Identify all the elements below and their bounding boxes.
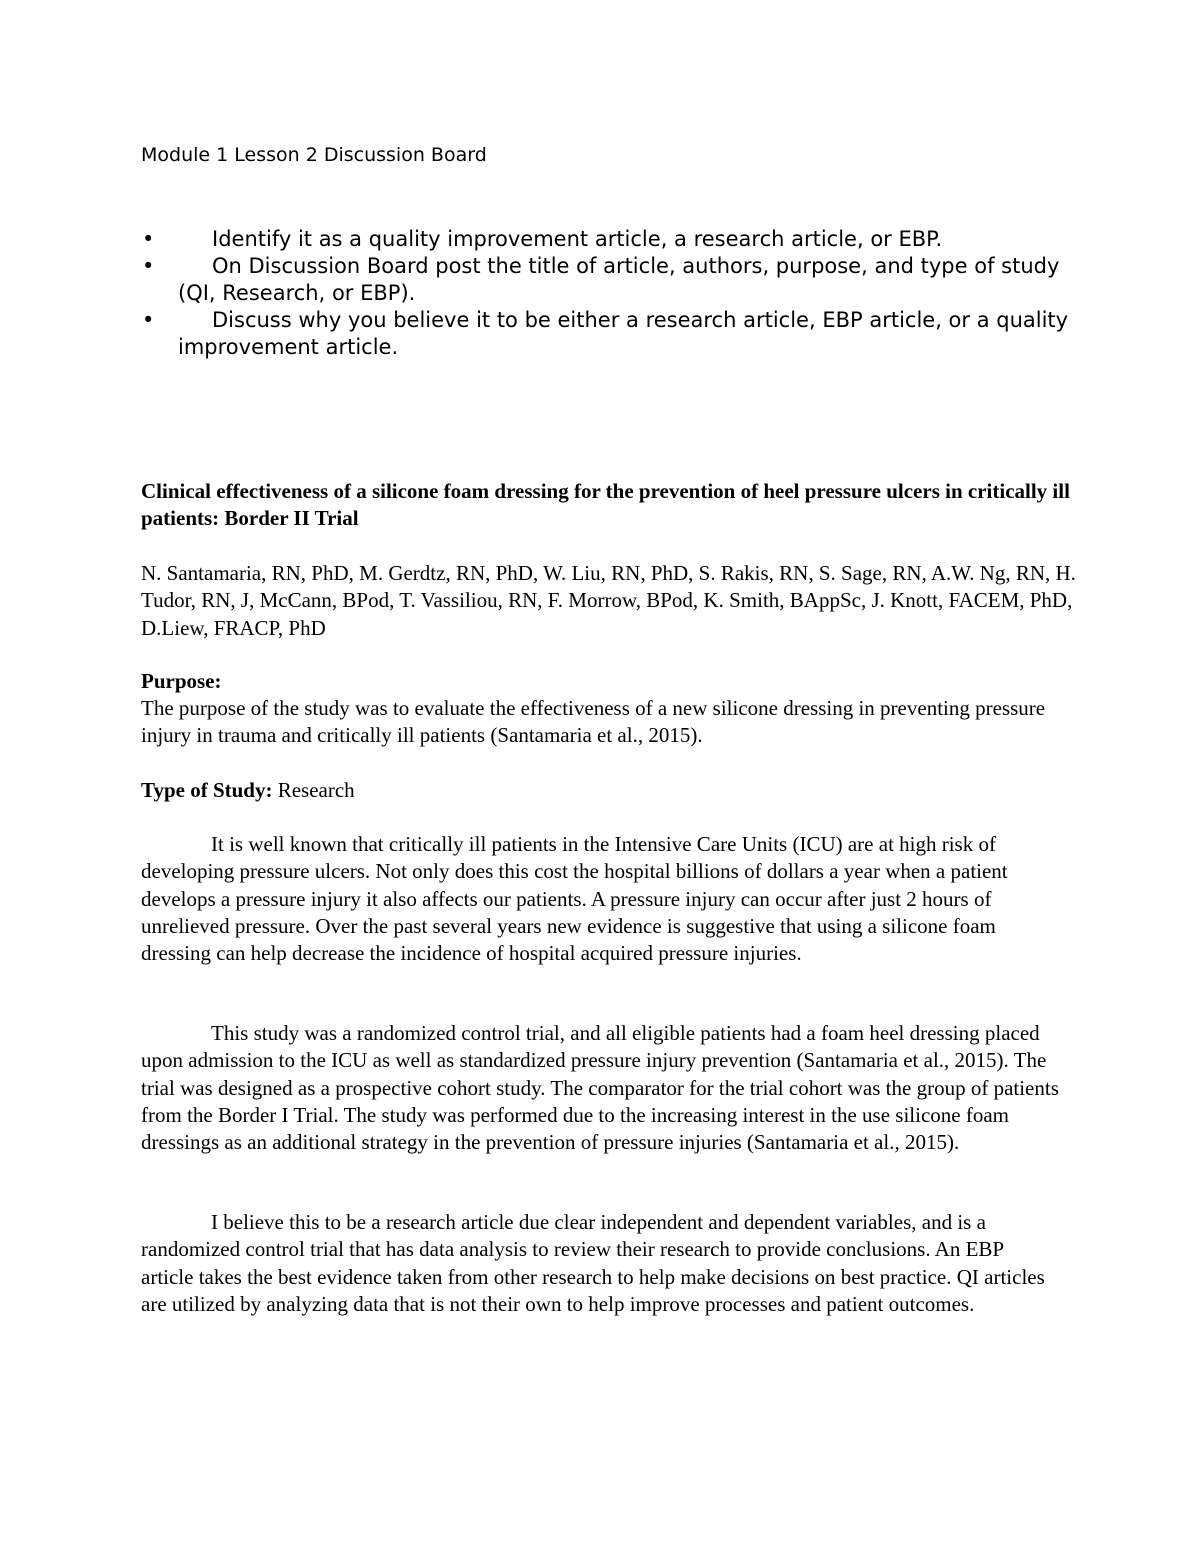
page-title: Module 1 Lesson 2 Discussion Board [141,144,487,166]
instruction-text: Identify it as a quality improvement article, a research article, or EBP. [212,227,943,251]
bullet-icon: • [142,227,155,251]
purpose-text: The purpose of the study was to evaluate the effectiveness of a new silicone dressing in preventing pressure injury in trauma and critically ill patients (Santamaria et al., 2015). [141,696,1046,748]
article-authors: N. Santamaria, RN, PhD, M. Gerdtz, RN, PhD, W. Liu, RN, PhD, S. Rakis, RN, S. Sage, RN, A.W. Ng, RN, H. Tudor, RN, J, McCann, BPod, T. Vassiliou, RN, F. Morrow, BPod, K. Smith, BAppSc, J. Knott, FACEM, PhD, D.Liew, FRACP, PhD [141,561,1076,640]
list-item [140,307,1100,361]
instruction-text: Discuss why you believe it to be either a research article, EBP article, or a quality improvement article. [178,308,1069,359]
body-paragraph: I believe this to be a research article due clear independent and dependent variables, and is a randomized control trial that has data analysis to review their research to provide conclusions. An EBP article takes the best evidence taken from other research to help make decisions on best practice. QI articles are utilized by analyzing data that is not their own to help improve processes and patient outcomes. [141,1210,1045,1316]
list-item [140,226,1100,253]
body-paragraph: This study was a randomized control trial, and all eligible patients had a foam heel dressing placed upon admission to the ICU as well as standardized pressure injury prevention (Santamaria et al., 2015). The trial was designed as a prospective cohort study. The comparator for the trial cohort was the group of patients from the Border I Trial. The study was performed due to the increasing interest in the use silicone foam dressings as an additional strategy in the prevention of pressure injuries (Santamaria et al., 2015). [141,1021,1059,1155]
body-paragraph: It is well known that critically ill patients in the Intensive Care Units (ICU) are at high risk of developing pressure ulcers. Not only does this cost the hospital billions of dollars a year when a patient develops a pressure injury it also affects our patients. A pressure injury can occur after just 2 hours of unrelieved pressure. Over the past several years new evidence is suggestive that using a silicone foam dressing can help decrease the incidence of hospital acquired pressure injuries. [141,832,1008,966]
study-type-value: Research [272,778,355,802]
list-item [140,253,1100,307]
instruction-text: On Discussion Board post the title of article, authors, purpose, and type of study (QI, Research, or EBP). [178,254,1060,305]
article-title: Clinical effectiveness of a silicone foam dressing for the prevention of heel pressure ulcers in critically ill patients: Border II Trial [141,479,1070,531]
study-type [141,777,355,804]
bullet-icon: • [142,308,155,332]
instruction-list [140,226,1100,361]
study-type-label: Type of Study: [141,778,273,802]
purpose-label: Purpose: [141,669,222,693]
bullet-icon: • [142,254,155,278]
